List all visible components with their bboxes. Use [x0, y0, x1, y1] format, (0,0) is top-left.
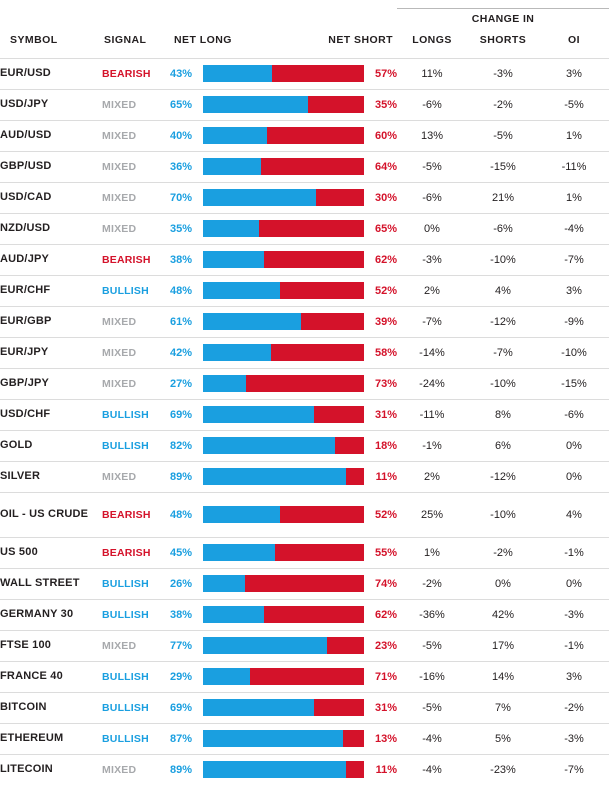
cell-symbol[interactable]: EUR/JPY [0, 337, 102, 368]
cell-signal: BULLISH [102, 568, 170, 599]
net-short-percent: 65% [374, 222, 397, 235]
net-long-percent: 35% [170, 222, 193, 235]
table-row[interactable] [0, 151, 609, 182]
bar-segment-long [203, 375, 246, 392]
net-long-percent: 26% [170, 577, 193, 590]
bar-segment-long [203, 468, 346, 485]
cell-sentiment-bar [170, 213, 397, 244]
net-short-percent: 31% [374, 701, 397, 714]
bar-segment-long [203, 730, 343, 747]
cell-change-oi: 1% [539, 120, 609, 151]
bar-segment-long [203, 158, 261, 175]
table-row[interactable] [0, 492, 609, 537]
cell-change-oi: -10% [539, 337, 609, 368]
cell-symbol[interactable]: LITECOIN [0, 754, 102, 785]
header-shorts[interactable]: SHORTS [479, 33, 527, 46]
cell-signal: BULLISH [102, 430, 170, 461]
cell-sentiment-bar [170, 306, 397, 337]
spacer-cell [0, 0, 102, 30]
bar-segment-short [335, 437, 364, 454]
net-short-percent: 52% [374, 508, 397, 521]
cell-change-oi: -1% [539, 537, 609, 568]
bar-segment-short [316, 189, 364, 206]
cell-change-shorts: 7% [467, 692, 539, 723]
cell-signal: MIXED [102, 630, 170, 661]
cell-change-shorts: -10% [467, 244, 539, 275]
bar-track [203, 158, 364, 175]
bar-segment-long [203, 220, 259, 237]
cell-signal: BULLISH [102, 275, 170, 306]
bar-segment-short [271, 344, 364, 361]
table-row[interactable] [0, 368, 609, 399]
bar-segment-long [203, 313, 301, 330]
net-long-percent: 65% [170, 98, 193, 111]
cell-change-shorts: 17% [467, 630, 539, 661]
bar-segment-short [259, 220, 364, 237]
cell-signal: BEARISH [102, 492, 170, 537]
table-row[interactable] [0, 182, 609, 213]
cell-signal: MIXED [102, 213, 170, 244]
cell-symbol[interactable]: GBP/USD [0, 151, 102, 182]
bar-segment-long [203, 761, 346, 778]
bar-segment-short [280, 506, 364, 523]
net-short-percent: 62% [374, 608, 397, 621]
cell-change-oi: -5% [539, 89, 609, 120]
cell-signal: MIXED [102, 182, 170, 213]
cell-change-longs: -3% [397, 244, 467, 275]
header-oi[interactable]: OI [568, 33, 580, 46]
cell-change-oi: 1% [539, 182, 609, 213]
bar-track [203, 637, 364, 654]
cell-sentiment-bar [170, 568, 397, 599]
table-body [0, 58, 609, 785]
cell-symbol[interactable]: AUD/JPY [0, 244, 102, 275]
bar-segment-short [343, 730, 364, 747]
cell-sentiment-bar [170, 492, 397, 537]
bar-track [203, 668, 364, 685]
cell-sentiment-bar [170, 461, 397, 492]
cell-change-longs: -5% [397, 630, 467, 661]
bar-track [203, 375, 364, 392]
table-row[interactable] [0, 275, 609, 306]
bar-segment-short [301, 313, 364, 330]
net-short-percent: 30% [374, 191, 397, 204]
cell-change-longs: 1% [397, 537, 467, 568]
bar-track [203, 344, 364, 361]
net-short-percent: 11% [375, 470, 397, 483]
cell-signal: BULLISH [102, 661, 170, 692]
net-short-percent: 39% [374, 315, 397, 328]
net-short-percent: 62% [374, 253, 397, 266]
cell-sentiment-bar [170, 723, 397, 754]
net-long-percent: 42% [170, 346, 193, 359]
bar-segment-long [203, 606, 264, 623]
spacer-cell [170, 0, 397, 30]
cell-signal: BEARISH [102, 537, 170, 568]
net-long-percent: 48% [170, 284, 193, 297]
bar-segment-short [346, 468, 364, 485]
bar-segment-short [314, 406, 364, 423]
cell-sentiment-bar [170, 399, 397, 430]
cell-change-longs: 2% [397, 461, 467, 492]
cell-symbol[interactable]: EUR/CHF [0, 275, 102, 306]
header-symbol[interactable]: SYMBOL [10, 33, 58, 46]
cell-change-longs: -14% [397, 337, 467, 368]
cell-change-oi: 4% [539, 492, 609, 537]
net-short-percent: 57% [374, 67, 397, 80]
cell-change-shorts: 8% [467, 399, 539, 430]
cell-change-oi: -3% [539, 599, 609, 630]
bar-track [203, 699, 364, 716]
bar-segment-long [203, 506, 280, 523]
bar-segment-long [203, 344, 271, 361]
cell-symbol[interactable]: SILVER [0, 461, 102, 492]
cell-signal: MIXED [102, 151, 170, 182]
net-short-percent: 58% [374, 346, 397, 359]
net-long-percent: 61% [170, 315, 193, 328]
net-long-percent: 87% [170, 732, 193, 745]
cell-symbol[interactable]: USD/CHF [0, 399, 102, 430]
cell-change-oi: -9% [539, 306, 609, 337]
cell-sentiment-bar [170, 368, 397, 399]
bar-segment-short [346, 761, 364, 778]
cell-symbol[interactable]: USD/CAD [0, 182, 102, 213]
table-row[interactable] [0, 213, 609, 244]
bar-segment-short [275, 544, 364, 561]
cell-change-oi: -2% [539, 692, 609, 723]
cell-sentiment-bar [170, 692, 397, 723]
cell-change-oi: 3% [539, 661, 609, 692]
bar-segment-long [203, 575, 245, 592]
bar-segment-long [203, 699, 314, 716]
bar-segment-long [203, 251, 264, 268]
cell-change-shorts: -2% [467, 89, 539, 120]
net-long-percent: 48% [170, 508, 193, 521]
bar-segment-short [267, 127, 364, 144]
cell-change-shorts: 0% [467, 568, 539, 599]
net-short-percent: 11% [375, 763, 397, 776]
table-row[interactable] [0, 661, 609, 692]
table-row[interactable] [0, 723, 609, 754]
net-short-percent: 23% [374, 639, 397, 652]
cell-change-oi: -7% [539, 754, 609, 785]
cell-sentiment-bar [170, 430, 397, 461]
net-long-percent: 77% [170, 639, 193, 652]
cell-sentiment-bar [170, 182, 397, 213]
cell-symbol[interactable]: OIL - US CRUDE [0, 492, 102, 537]
bar-segment-short [280, 282, 364, 299]
bar-segment-short [246, 375, 364, 392]
cell-symbol[interactable]: GOLD [0, 430, 102, 461]
cell-change-shorts: -3% [467, 58, 539, 89]
cell-change-shorts: -15% [467, 151, 539, 182]
cell-signal: MIXED [102, 368, 170, 399]
cell-change-shorts: 5% [467, 723, 539, 754]
cell-change-longs: -11% [397, 399, 467, 430]
net-long-percent: 38% [170, 608, 193, 621]
cell-signal: BULLISH [102, 692, 170, 723]
cell-sentiment-bar [170, 120, 397, 151]
bar-track [203, 406, 364, 423]
bar-track [203, 96, 364, 113]
bar-segment-long [203, 406, 314, 423]
change-in-group-header-row [0, 0, 609, 30]
net-long-percent: 45% [170, 546, 193, 559]
net-long-percent: 89% [170, 470, 193, 483]
cell-change-longs: -2% [397, 568, 467, 599]
net-short-percent: 60% [374, 129, 397, 142]
cell-change-shorts: 14% [467, 661, 539, 692]
cell-signal: BEARISH [102, 244, 170, 275]
net-long-percent: 69% [170, 701, 193, 714]
cell-symbol[interactable]: ETHEREUM [0, 723, 102, 754]
bar-segment-short [264, 606, 364, 623]
cell-symbol[interactable]: FRANCE 40 [0, 661, 102, 692]
cell-sentiment-bar [170, 661, 397, 692]
table-row[interactable] [0, 89, 609, 120]
table-row[interactable] [0, 337, 609, 368]
net-short-percent: 74% [374, 577, 397, 590]
cell-change-oi: -7% [539, 244, 609, 275]
cell-change-oi: 0% [539, 568, 609, 599]
cell-signal: MIXED [102, 754, 170, 785]
cell-symbol[interactable]: AUD/USD [0, 120, 102, 151]
table-row[interactable] [0, 537, 609, 568]
table-row[interactable] [0, 430, 609, 461]
cell-change-shorts: -23% [467, 754, 539, 785]
cell-signal: BULLISH [102, 723, 170, 754]
cell-symbol[interactable]: BITCOIN [0, 692, 102, 723]
cell-symbol[interactable]: GERMANY 30 [0, 599, 102, 630]
bar-track [203, 127, 364, 144]
net-short-percent: 73% [374, 377, 397, 390]
cell-change-oi: 3% [539, 275, 609, 306]
cell-change-shorts: -5% [467, 120, 539, 151]
bar-track [203, 189, 364, 206]
cell-symbol[interactable]: US 500 [0, 537, 102, 568]
cell-signal: BEARISH [102, 58, 170, 89]
cell-sentiment-bar [170, 337, 397, 368]
bar-track [203, 506, 364, 523]
cell-sentiment-bar [170, 58, 397, 89]
cell-change-shorts: -7% [467, 337, 539, 368]
cell-change-longs: -24% [397, 368, 467, 399]
table-row[interactable] [0, 754, 609, 785]
net-long-percent: 69% [170, 408, 193, 421]
net-short-percent: 55% [374, 546, 397, 559]
net-long-percent: 82% [170, 439, 193, 452]
cell-change-oi: -4% [539, 213, 609, 244]
cell-change-oi: 0% [539, 461, 609, 492]
bar-track [203, 544, 364, 561]
bar-track [203, 437, 364, 454]
header-net-short-label: NET SHORT [328, 33, 393, 46]
change-in-rule [397, 8, 609, 9]
cell-change-oi: 3% [539, 58, 609, 89]
bar-segment-short [250, 668, 364, 685]
cell-change-longs: -4% [397, 723, 467, 754]
cell-symbol[interactable]: NZD/USD [0, 213, 102, 244]
cell-change-shorts: -12% [467, 306, 539, 337]
bar-segment-long [203, 189, 316, 206]
net-long-percent: 38% [170, 253, 193, 266]
cell-sentiment-bar [170, 537, 397, 568]
bar-segment-short [272, 65, 364, 82]
cell-change-shorts: -2% [467, 537, 539, 568]
cell-symbol[interactable]: USD/JPY [0, 89, 102, 120]
cell-change-oi: -15% [539, 368, 609, 399]
bar-segment-short [308, 96, 364, 113]
cell-signal: MIXED [102, 89, 170, 120]
cell-signal: MIXED [102, 120, 170, 151]
cell-signal: BULLISH [102, 399, 170, 430]
bar-segment-long [203, 437, 335, 454]
bar-segment-long [203, 282, 280, 299]
net-short-percent: 18% [374, 439, 397, 452]
table-row[interactable] [0, 120, 609, 151]
net-short-percent: 64% [374, 160, 397, 173]
cell-symbol[interactable]: EUR/USD [0, 58, 102, 89]
change-in-group-header [397, 0, 609, 30]
cell-change-longs: -5% [397, 151, 467, 182]
header-net-long[interactable] [170, 30, 397, 58]
cell-change-longs: 13% [397, 120, 467, 151]
cell-signal: MIXED [102, 461, 170, 492]
cell-change-longs: -36% [397, 599, 467, 630]
bar-segment-long [203, 65, 272, 82]
header-signal[interactable]: SIGNAL [104, 33, 147, 46]
net-short-percent: 35% [374, 98, 397, 111]
net-short-percent: 31% [374, 408, 397, 421]
cell-change-longs: 2% [397, 275, 467, 306]
cell-change-oi: -6% [539, 399, 609, 430]
cell-sentiment-bar [170, 244, 397, 275]
bar-segment-short [327, 637, 364, 654]
cell-change-longs: -1% [397, 430, 467, 461]
bar-segment-short [245, 575, 364, 592]
bar-track [203, 761, 364, 778]
bar-track [203, 65, 364, 82]
cell-change-oi: -3% [539, 723, 609, 754]
cell-change-shorts: 21% [467, 182, 539, 213]
bar-track [203, 220, 364, 237]
bar-track [203, 575, 364, 592]
net-short-percent: 71% [374, 670, 397, 683]
cell-change-shorts: -6% [467, 213, 539, 244]
bar-track [203, 313, 364, 330]
cell-change-longs: -7% [397, 306, 467, 337]
bar-track [203, 251, 364, 268]
cell-change-shorts: -10% [467, 368, 539, 399]
bar-segment-short [314, 699, 364, 716]
table-row[interactable] [0, 244, 609, 275]
cell-sentiment-bar [170, 754, 397, 785]
table-row[interactable] [0, 399, 609, 430]
bar-segment-short [261, 158, 364, 175]
bar-segment-short [264, 251, 364, 268]
change-in-label: CHANGE IN [471, 13, 535, 25]
cell-symbol[interactable]: WALL STREET [0, 568, 102, 599]
table-row[interactable] [0, 692, 609, 723]
cell-change-longs: -6% [397, 182, 467, 213]
table-row[interactable] [0, 568, 609, 599]
cell-change-shorts: 6% [467, 430, 539, 461]
cell-change-shorts: -10% [467, 492, 539, 537]
cell-change-longs: -6% [397, 89, 467, 120]
bar-segment-long [203, 637, 327, 654]
cell-symbol[interactable]: EUR/GBP [0, 306, 102, 337]
cell-sentiment-bar [170, 599, 397, 630]
table-row[interactable] [0, 58, 609, 89]
cell-change-longs: 11% [397, 58, 467, 89]
cell-sentiment-bar [170, 89, 397, 120]
bar-segment-long [203, 668, 250, 685]
cell-sentiment-bar [170, 275, 397, 306]
net-long-percent: 70% [170, 191, 193, 204]
header-net-long-label: NET LONG [174, 33, 232, 46]
cell-change-longs: -16% [397, 661, 467, 692]
table-row[interactable] [0, 461, 609, 492]
cell-change-longs: -4% [397, 754, 467, 785]
net-long-percent: 27% [170, 377, 193, 390]
cell-signal: MIXED [102, 337, 170, 368]
cell-sentiment-bar [170, 151, 397, 182]
cell-change-longs: -5% [397, 692, 467, 723]
net-long-percent: 36% [170, 160, 193, 173]
cell-symbol[interactable]: GBP/JPY [0, 368, 102, 399]
bar-segment-long [203, 127, 267, 144]
header-longs[interactable]: LONGS [412, 33, 452, 46]
net-short-percent: 52% [374, 284, 397, 297]
net-long-percent: 89% [170, 763, 193, 776]
cell-change-longs: 0% [397, 213, 467, 244]
net-long-percent: 40% [170, 129, 193, 142]
bar-track [203, 282, 364, 299]
cell-change-shorts: 4% [467, 275, 539, 306]
bar-segment-long [203, 96, 308, 113]
cell-change-oi: 0% [539, 430, 609, 461]
net-long-percent: 29% [170, 670, 193, 683]
net-long-percent: 43% [170, 67, 193, 80]
cell-change-longs: 25% [397, 492, 467, 537]
cell-signal: MIXED [102, 306, 170, 337]
table-row[interactable] [0, 599, 609, 630]
cell-signal: BULLISH [102, 599, 170, 630]
table-header-row [0, 30, 609, 58]
cell-sentiment-bar [170, 630, 397, 661]
bar-track [203, 606, 364, 623]
cell-symbol[interactable]: FTSE 100 [0, 630, 102, 661]
table-row[interactable] [0, 306, 609, 337]
bar-track [203, 730, 364, 747]
table-row[interactable] [0, 630, 609, 661]
cell-change-shorts: -12% [467, 461, 539, 492]
net-short-percent: 13% [374, 732, 397, 745]
bar-segment-long [203, 544, 275, 561]
cell-change-oi: -1% [539, 630, 609, 661]
cell-change-oi: -11% [539, 151, 609, 182]
cell-change-shorts: 42% [467, 599, 539, 630]
bar-track [203, 468, 364, 485]
spacer-cell [102, 0, 170, 30]
